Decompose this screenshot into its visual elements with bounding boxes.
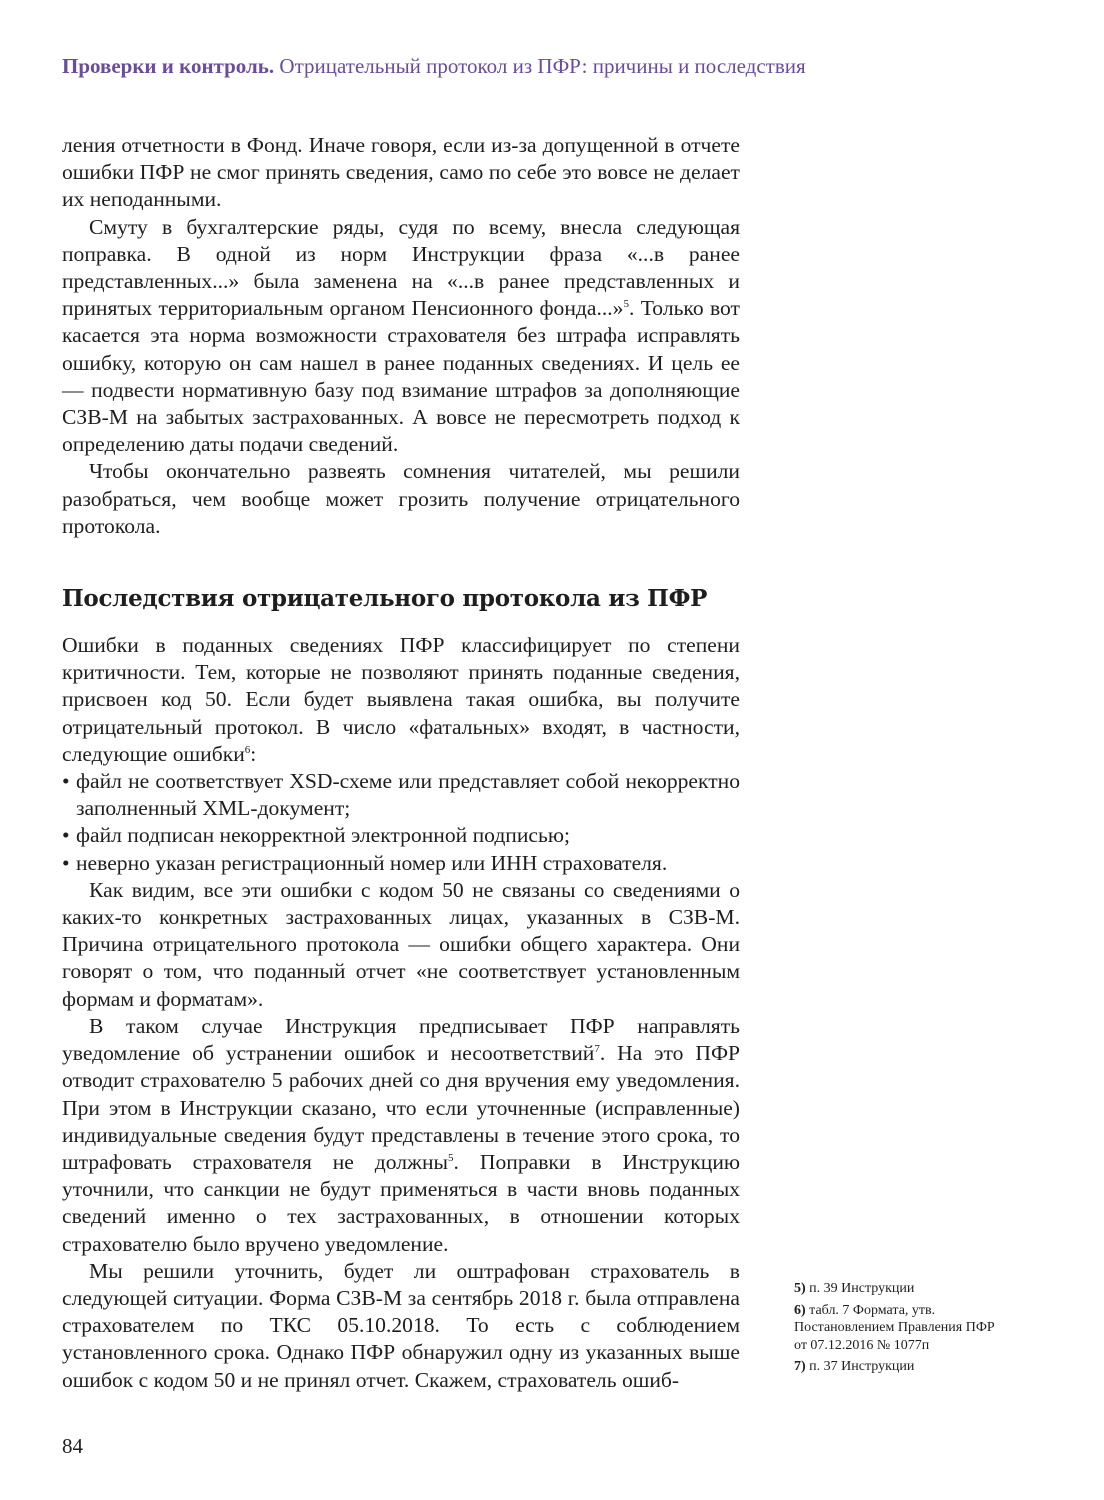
list-item: • файл подписан некорректной электронной подписью;	[62, 822, 740, 849]
footnote-number: 5)	[794, 1281, 806, 1296]
header-section: Проверки и контроль.	[62, 54, 275, 78]
footnote-ref[interactable]: 5	[623, 298, 629, 311]
paragraph-text: . Только вот касается эта норма возможности страхователя без штрафа исправлять ошибку, которую он сам нашел в ранее поданных сведениях. И цель ее — подвести нормативную базу под взимание штрафов за дополняющие СЗВ-М на забытых застрахованных. А вовсе не пересмотреть подход к определению даты подачи сведений.	[62, 296, 740, 457]
list-item: • файл не соответствует XSD-схеме или представляет собой некорректно заполненный XML-документ;	[62, 768, 740, 822]
paragraph-text: В таком случае Инструкция предписывает ПФР направлять уведомление об устранении ошибок и несоответствий	[62, 1013, 740, 1066]
paragraph	[62, 214, 740, 459]
paragraph-text: Мы решили уточнить, будет ли оштрафован страхователь в следующей ситуации. Форма СЗВ-М за сентябрь 2018 г. была отправлена страхователем по ТКС 05.10.2018. То есть с соблюдением установленного срока. Однако ПФР обнаружил одну из указанных выше ошибок с кодом 50 и не принял отчет. Скажем, страхователь ошиб-	[62, 1258, 740, 1392]
footnote-ref[interactable]: 5	[448, 1151, 454, 1164]
footnote-text: п. 39 Инструкции	[809, 1281, 915, 1296]
paragraph-text: . На это ПФР отводит страхователю 5 рабочих дней со дня вручения ему уведомления. При этом в Инструкции сказано, что если уточненные (исправленные) индивидуальные сведения будут представлены в течение этого срока, то штрафовать страхователя не должны	[62, 1041, 741, 1174]
paragraph-text: Как видим, все эти ошибки с кодом 50 не связаны со сведениями о каких-то конкретных застрахованных лицах, указанных в СЗВ-М. Причина отрицательного протокола — ошибки общего характера. Они говорят о том, что поданный отчет «не соответствует установленным формам и форматам».	[62, 877, 740, 1011]
footnote-ref[interactable]: 6	[244, 743, 251, 756]
footnotes	[794, 1280, 1004, 1380]
footnote-text: п. 37 Инструкции	[809, 1359, 915, 1374]
paragraph-text: . Поправки в Инструкцию уточнили, что санкции не будут применяться в части вновь поданных сведений именно о тех застрахованных, в отношении которых страхователю было вручено уведомление.	[62, 1149, 741, 1256]
list-item: • неверно указан регистрационный номер или ИНН страхователя.	[62, 850, 740, 877]
main-column	[62, 132, 740, 1394]
paragraph	[62, 132, 740, 214]
footnote	[794, 1358, 1004, 1376]
paragraph-text: Смуту в бухгалтерские ряды, судя по всему, внесла следующая поправка. В одной из норм Инструкции фраза «...в ранее представленных...» была заменена на «...в ранее представленных и принятых территориальным органом Пенсионного фонда...»	[62, 214, 740, 321]
paragraph-text: Чтобы окончательно развеять сомнения читателей, мы решили разобраться, чем вообще может грозить получение отрицательного протокола.	[62, 459, 740, 538]
paragraph-text: Ошибки в поданных сведениях ПФР классифицирует по степени критичности. Тем, которые не позволяют принять поданные сведения, присвоен код 50. Если будет выявлена такая ошибка, вы получите отрицательный протокол. В число «фатальных» входят, в частности, следующие ошибки	[62, 633, 740, 766]
paragraph	[62, 877, 740, 1013]
paragraph	[62, 1258, 740, 1394]
footnote	[794, 1280, 1004, 1298]
running-header	[62, 54, 806, 79]
error-list	[62, 768, 740, 877]
footnote-ref[interactable]: 7	[594, 1042, 600, 1055]
footnote-number: 7)	[794, 1359, 806, 1374]
paragraph-text: ления отчетности в Фонд. Иначе говоря, если из-за допущенной в отчете ошибки ПФР не смог принять сведения, само по себе это вовсе не делает их неподанными.	[62, 133, 740, 212]
footnote-text: табл. 7 Формата, утв. Постановлением Правления ПФР от 07.12.2016 № 1077п	[794, 1302, 995, 1353]
footnote-number: 6)	[794, 1302, 806, 1318]
section-heading: Последствия отрицательного протокола из ПФР	[62, 585, 708, 613]
paragraph	[62, 632, 740, 768]
footnote	[794, 1302, 1004, 1355]
paragraph-text: :	[250, 741, 257, 766]
page-number: 84	[62, 1434, 83, 1458]
paragraph	[62, 1013, 740, 1258]
header-title: Отрицательный протокол из ПФР: причины и последствия	[279, 54, 806, 78]
paragraph	[62, 458, 740, 540]
